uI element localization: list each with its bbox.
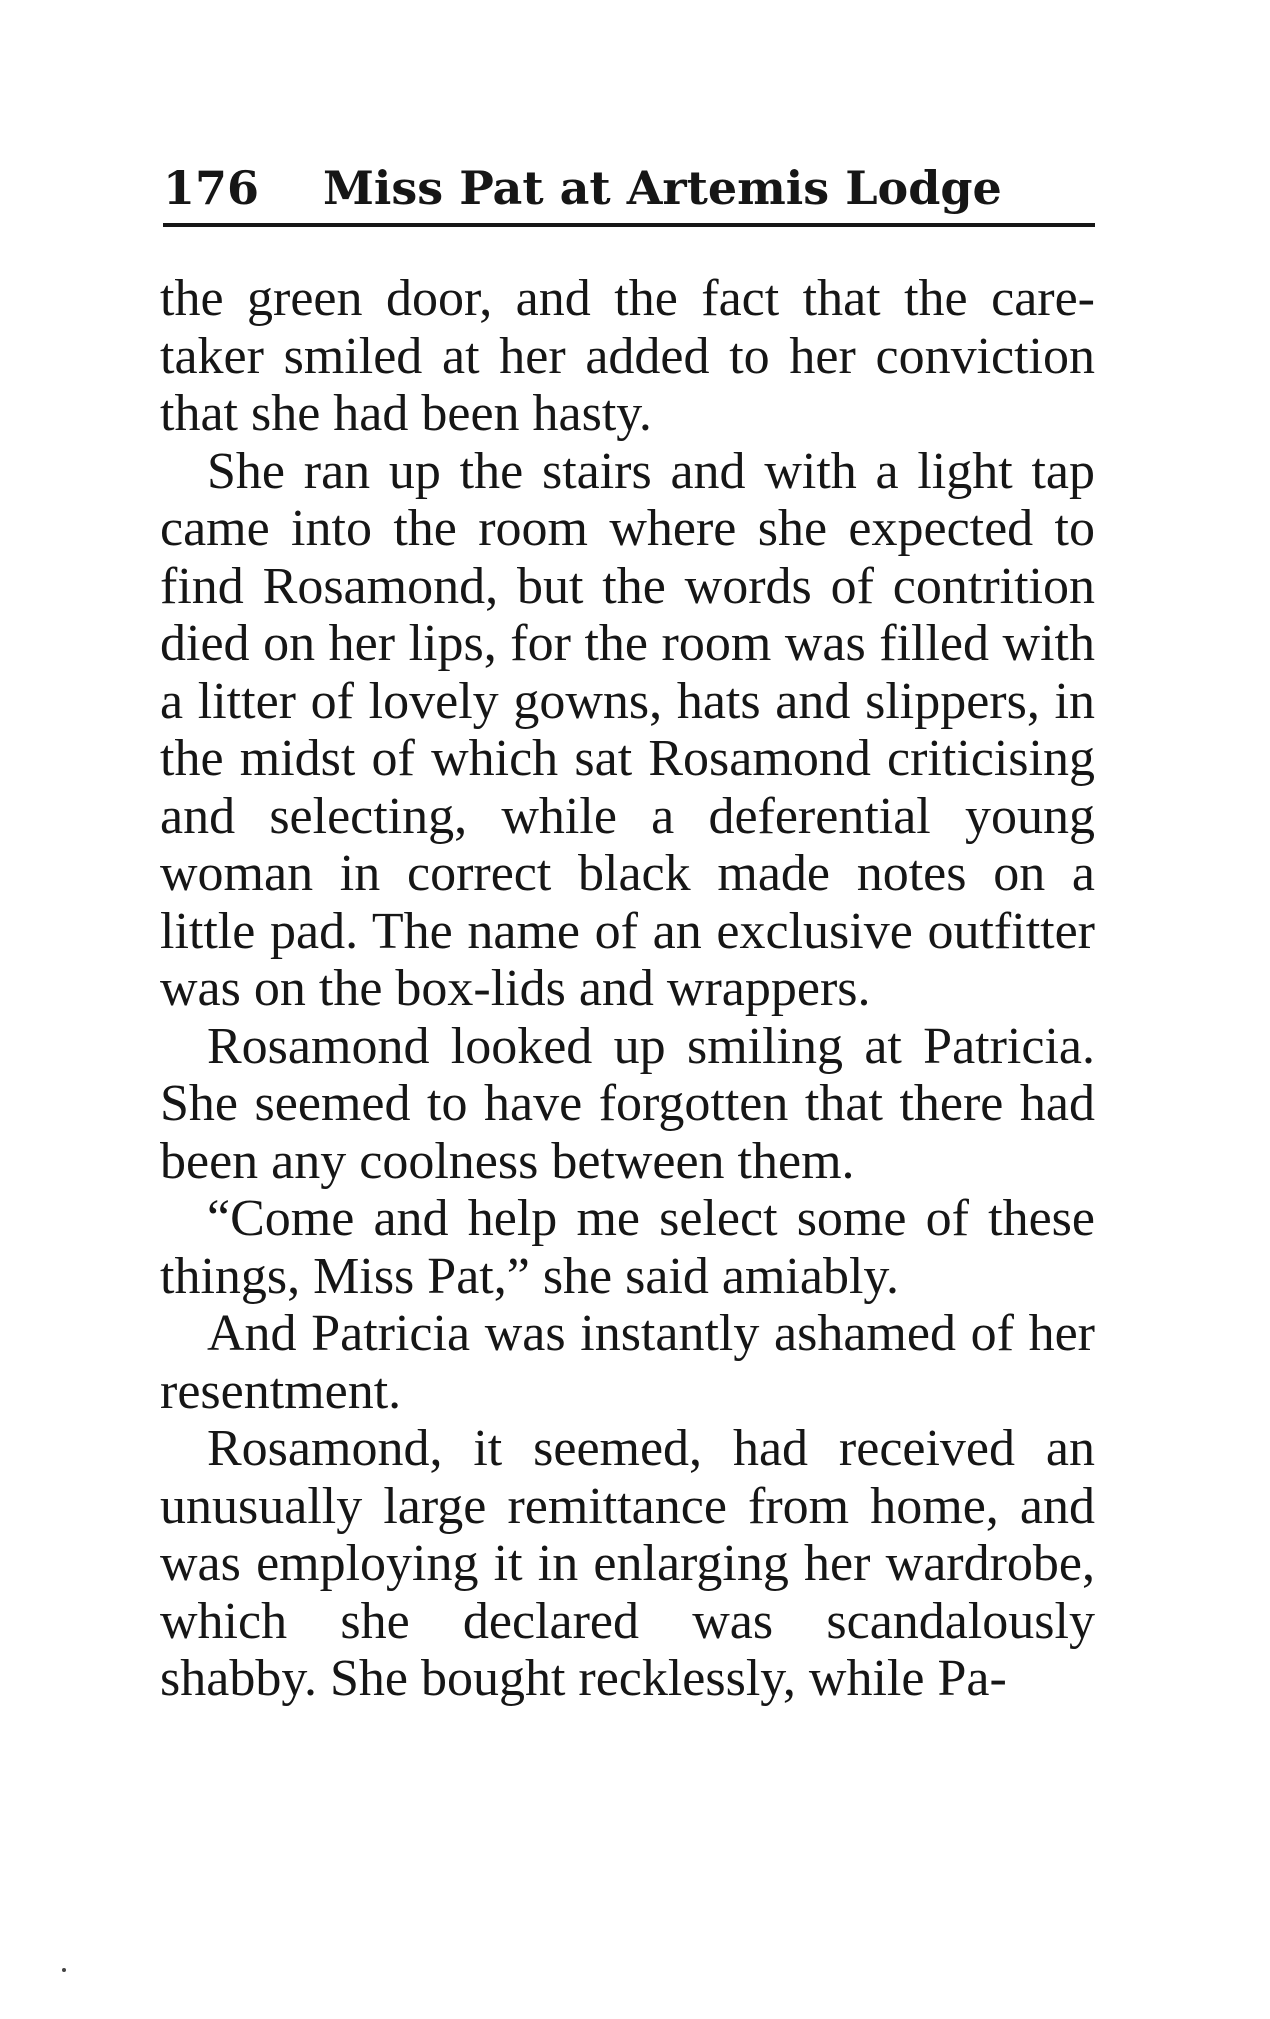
header-rule — [163, 223, 1095, 227]
running-header — [163, 153, 1095, 223]
paragraph-2: She ran up the stairs and with a light tap came into the room where she expected to find Rosamond, but the words of contrition died on her lips, for the room was filled with a litter of lovely gowns, hats and slippers, in the midst of which sat Rosamond criticising and selecting, while a deferential young woman in correct black made notes on a little pad. The name of an exclusive outfitter was on the box-lids and wrappers. — [160, 442, 1095, 1017]
paragraph-4: “Come and help me select some of these things, Miss Pat,” she said amiably. — [160, 1190, 1095, 1305]
paragraph-6: Rosamond, it seemed, had received an unusually large remittance from home, and was employing it in enlarging her wardrobe, which she declared was scandalously shabby. She bought recklessly, while Pa- — [160, 1420, 1095, 1707]
scan-speck — [62, 1968, 66, 1972]
page-number: 176 — [163, 161, 260, 215]
paragraph-3: Rosamond looked up smiling at Patricia. She seemed to have forgotten that there had been any coolness between them. — [160, 1017, 1095, 1190]
running-title: Miss Pat at Artemis Lodge — [323, 161, 1002, 215]
body-text — [160, 270, 1095, 1708]
paragraph-5: And Patricia was instantly ashamed of her resentment. — [160, 1305, 1095, 1420]
paragraph-1: the green door, and the fact that the caretaker smiled at her added to her conviction that she had been hasty. — [160, 270, 1095, 442]
